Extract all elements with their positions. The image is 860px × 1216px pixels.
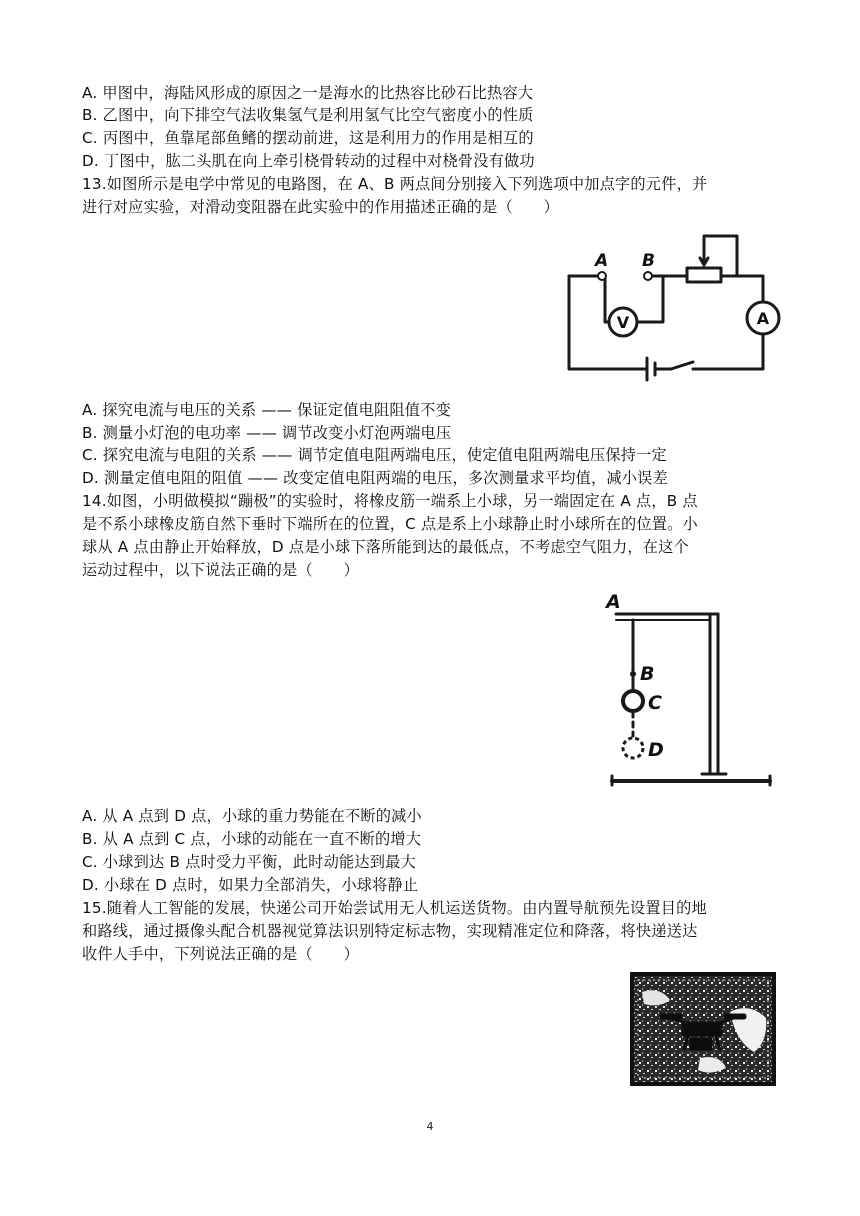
circuit-diagram — [555, 232, 785, 382]
q14-option-a: A. 从 A 点到 D 点，小球的重力势能在不断的减小 — [82, 807, 422, 825]
ball-at-c — [623, 691, 643, 711]
drone-photo — [630, 972, 776, 1086]
stand-label-b: B — [640, 663, 655, 685]
q13-option-a: A. 探究电流与电压的关系 —— 保证定值电阻阻值不变 — [82, 401, 451, 419]
circuit-label-a: A — [595, 251, 609, 271]
page-number: 4 — [426, 1120, 434, 1133]
bungee-experiment-diagram — [590, 588, 780, 798]
q15-stem-line-1: 15.随着人工智能的发展，快递公司开始尝试用无人机运送货物。由内置导航预先设置目的地 — [82, 899, 707, 917]
q12-option-d: D. 丁图中，肱二头肌在向上牵引桡骨转动的过程中对桡骨没有做功 — [82, 152, 535, 170]
q14-option-c: C. 小球到达 B 点时受力平衡，此时动能达到最大 — [82, 853, 416, 871]
ball-at-d — [623, 738, 643, 758]
q14-stem-line-1: 14.如图，小明做模拟“蹦极”的实验时，将橡皮筋一端系上小球，另一端固定在 A 点，B 点 — [82, 492, 698, 510]
q13-option-c: C. 探究电流与电阻的关系 —— 调节定值电阻两端电压，使定值电阻两端电压保持一定 — [82, 446, 667, 464]
circuit-label-b: B — [642, 251, 655, 271]
q14-option-b: B. 从 A 点到 C 点，小球的动能在一直不断的增大 — [82, 830, 422, 848]
q12-option-b: B. 乙图中，向下排空气法收集氢气是利用氢气比空气密度小的性质 — [82, 106, 534, 124]
stand-label-d: D — [648, 739, 664, 761]
q13-stem-line-2: 进行对应实验，对滑动变阻器在此实验中的作用描述正确的是（ ） — [82, 198, 560, 216]
q12-option-a: A. 甲图中，海陆风形成的原因之一是海水的比热容比砂石比热容大 — [82, 84, 534, 102]
q13-option-b: B. 测量小灯泡的电功率 —— 调节改变小灯泡两端电压 — [82, 424, 452, 442]
q14-option-d: D. 小球在 D 点时，如果力全部消失，小球将静止 — [82, 876, 419, 894]
voltmeter-label: V — [616, 313, 630, 332]
q15-stem-line-3: 收件人手中，下列说法正确的是（ ） — [82, 945, 359, 963]
q14-stem-line-4: 运动过程中，以下说法正确的是（ ） — [82, 561, 359, 579]
q15-stem-line-2: 和路线，通过摄像头配合机器视觉算法识别特定标志物，实现精准定位和降落，将快递送达 — [82, 922, 698, 940]
q14-stem-line-3: 球从 A 点由静止开始释放，D 点是小球下落所能到达的最低点，不考虑空气阻力，在这个 — [82, 538, 689, 556]
stand-label-c: C — [648, 692, 662, 714]
stand-label-a: A — [606, 591, 621, 613]
q14-stem-line-2: 是不系小球橡皮筋自然下垂时下端所在的位置，C 点是系上小球静止时小球所在的位置。小 — [82, 515, 698, 533]
q12-option-c: C. 丙图中，鱼靠尾部鱼鳍的摆动前进，这是利用力的作用是相互的 — [82, 129, 534, 147]
ammeter-label: A — [756, 309, 770, 328]
q13-option-d: D. 测量定值电阻的阻值 —— 改变定值电阻两端的电压，多次测量求平均值，减小误差 — [82, 469, 668, 487]
q13-stem-line-1: 13.如图所示是电学中常见的电路图，在 A、B 两点间分别接入下列选项中加点字的元件，并 — [82, 175, 708, 193]
